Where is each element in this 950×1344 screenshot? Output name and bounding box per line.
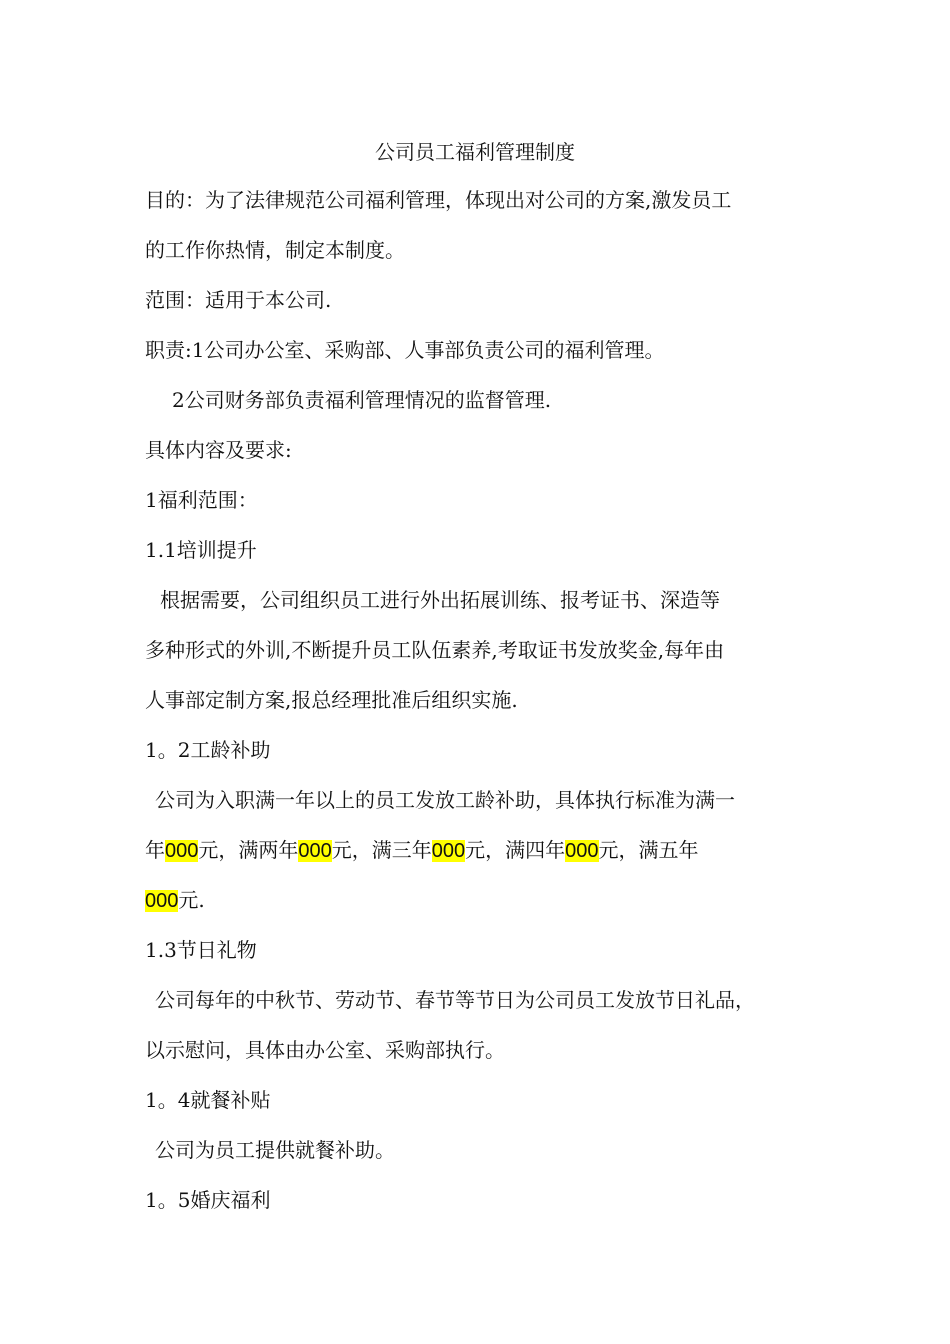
section-1-3-heading: 1.3节日礼物: [145, 938, 257, 962]
section-1-2-para-line-3: [145, 886, 825, 915]
text-segment: 元.: [178, 888, 205, 912]
section-1-2-para-line-1: 公司为入职满一年以上的员工发放工龄补助，具体执行标准为满一: [155, 788, 735, 812]
section-1-1-para-line-2: 多种形式的外训,不断提升员工队伍素养,考取证书发放奖金,每年由: [145, 638, 725, 662]
highlighted-amount: 000: [431, 840, 466, 862]
content-heading: 具体内容及要求:: [145, 438, 292, 462]
section-1-2-para-line-2: [145, 836, 825, 865]
text-segment: 元，满三年: [331, 838, 432, 862]
section-1-3-para-line-1: 公司每年的中秋节、劳动节、春节等节日为公司员工发放节日礼品，: [155, 988, 755, 1012]
highlighted-amount: 000: [298, 840, 332, 862]
text-segment: 元，满五年: [598, 838, 699, 862]
highlighted-amount: 000: [165, 840, 199, 862]
section-1-heading: 1福利范围：: [145, 488, 258, 512]
document-title: 公司员工福利管理制度: [375, 140, 575, 164]
highlighted-amount: 000: [145, 890, 179, 912]
section-1-1-heading: 1.1培训提升: [145, 538, 257, 562]
section-1-1-para-line-3: 人事部定制方案,报总经理批准后组织实施.: [145, 688, 518, 712]
text-segment: 元，满两年: [198, 838, 299, 862]
purpose-line-2: 的工作你热情，制定本制度。: [145, 238, 405, 262]
text-segment: 元，满四年: [465, 838, 566, 862]
section-1-4-heading: 1。4就餐补贴: [145, 1088, 271, 1112]
duty-line-2: 2公司财务部负责福利管理情况的监督管理.: [172, 388, 552, 412]
section-1-1-para-line-1: 根据需要，公司组织员工进行外出拓展训练、报考证书、深造等: [160, 588, 720, 612]
section-1-3-para-line-2: 以示慰问，具体由办公室、采购部执行。: [145, 1038, 505, 1062]
scope-line: 范围：适用于本公司.: [145, 288, 332, 312]
duty-line-1: 职责:1公司办公室、采购部、人事部负责公司的福利管理。: [145, 338, 665, 362]
section-1-5-heading: 1。5婚庆福利: [145, 1188, 271, 1212]
section-1-2-heading: 1。2工龄补助: [145, 738, 271, 762]
purpose-line-1: 目的：为了法律规范公司福利管理，体现出对公司的方案,激发员工: [145, 188, 732, 212]
highlighted-amount: 000: [565, 840, 599, 862]
text-segment: 年: [145, 838, 165, 862]
section-1-4-para-line-1: 公司为员工提供就餐补助。: [155, 1138, 395, 1162]
